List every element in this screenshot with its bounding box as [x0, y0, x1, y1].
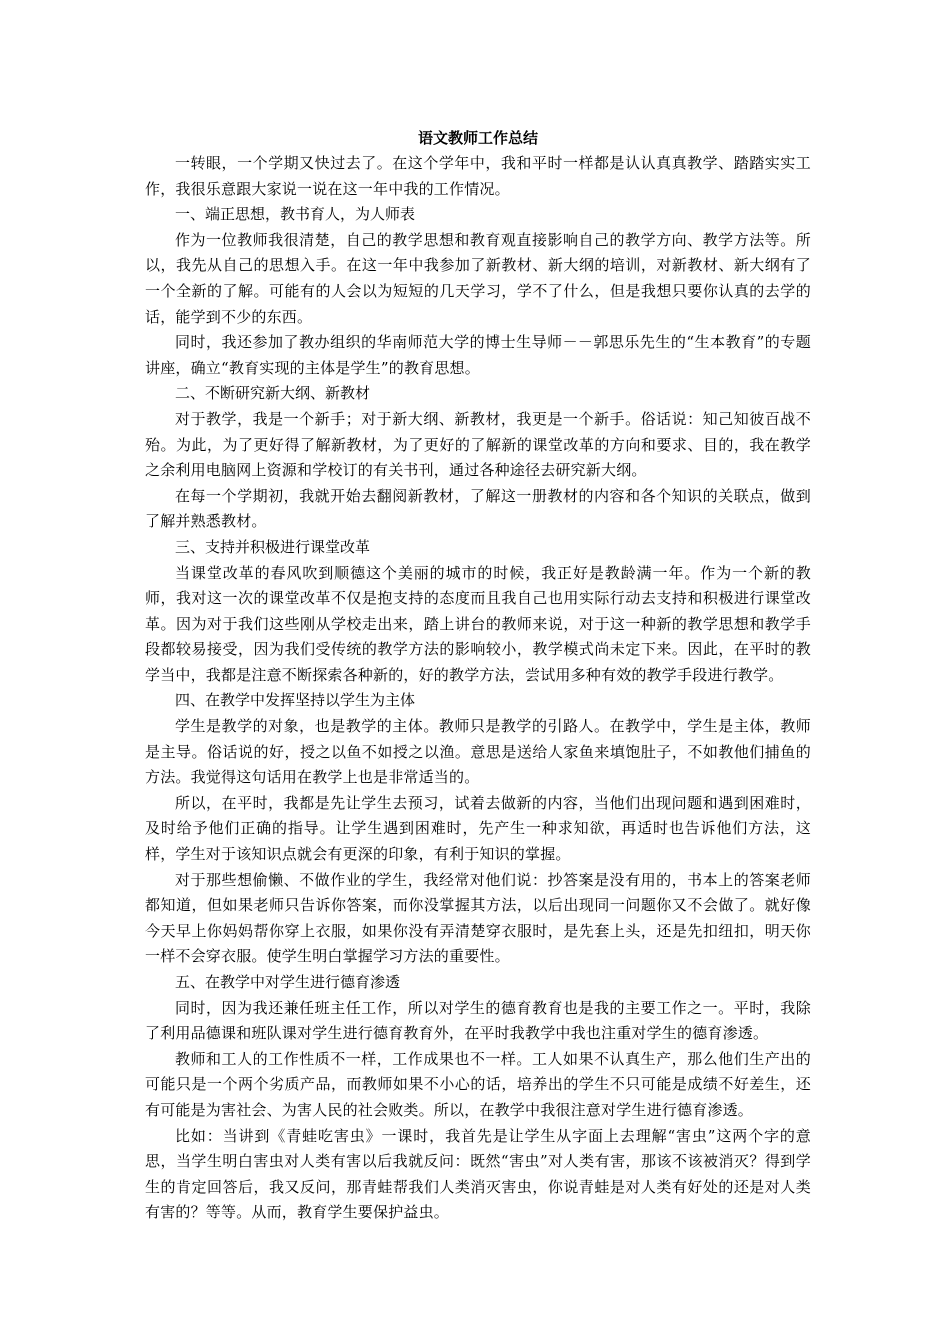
section-heading: 二、不断研究新大纲、新教材 [175, 384, 371, 403]
paragraph: 学生是教学的对象，也是教学的主体。教师只是教学的引路人。在教学中，学生是主体，教师是主导。俗话说的好，授之以鱼不如授之以渔。意思是送给人家鱼来填饱肚子，不如教他们捕鱼的方法。我觉得这句话用在教学上也是非常适当的。 [145, 717, 811, 787]
paragraph: 教师和工人的工作性质不一样，工作成果也不一样。工人如果不认真生产，那么他们生产出的可能只是一个两个劣质产品，而教师如果不小心的话，培养出的学生不只可能是成绩不好差生，还有可能是为害社会、为害人民的社会败类。所以，在教学中我很注意对学生进行德育渗透。 [145, 1049, 811, 1119]
section-heading: 四、在教学中发挥坚持以学生为主体 [175, 691, 416, 710]
paragraph: 作为一位教师我很清楚，自己的教学思想和教育观直接影响自己的教学方向、教学方法等。所以，我先从自己的思想入手。在这一年中我参加了新教材、新大纲的培训，对新教材、新大纲有了一个全新的了解。可能有的人会以为短短的几天学习，学不了什么，但是我想只要你认真的去学的话，能学到不少的东西。 [145, 230, 811, 326]
paragraph: 所以，在平时，我都是先让学生去预习，试着去做新的内容，当他们出现问题和遇到困难时，及时给予他们正确的指导。让学生遇到困难时，先产生一种求知欲，再适时也告诉他们方法，这样，学生对于该知识点就会有更深的印象，有利于知识的掌握。 [145, 793, 811, 864]
paragraph: 一转眼，一个学期又快过去了。在这个学年中，我和平时一样都是认认真真教学、踏踏实实工作，我很乐意跟大家说一说在这一年中我的工作情况。 [145, 154, 811, 198]
paragraph: 对于那些想偷懒、不做作业的学生，我经常对他们说：抄答案是没有用的，书本上的答案老师都知道，但如果老师只告诉你答案，而你没掌握其方法，以后出现同一问题你又不会做了。就好像今天早上你妈妈帮你穿上衣服，如果你没有弄清楚穿衣服时，是先套上头，还是先扣纽扣，明天你一样不会穿衣服。使学生明白掌握学习方法的重要性。 [145, 870, 811, 966]
section-heading: 一、端正思想，教书育人，为人师表 [175, 205, 416, 224]
paragraph: 比如：当讲到《青蛙吃害虫》一课时，我首先是让学生从字面上去理解“害虫”这两个字的意思，当学生明白害虫对人类有害以后我就反问：既然“害虫”对人类有害，那该不该被消灭？得到学生的肯定回答后，我又反问，那青蛙帮我们人类消灭害虫，你说青蛙是对人类有好处的还是对人类有害的？等等。从而，教育学生要保护益虫。 [145, 1126, 811, 1222]
paragraph: 当课堂改革的春风吹到顺德这个美丽的城市的时候，我正好是教龄满一年。作为一个新的教师，我对这一次的课堂改革不仅是抱支持的态度而且我自己也用实际行动去支持和积极进行课堂改革。因为对于我们这些刚从学校走出来，踏上讲台的教师来说，对于这一种新的教学思想和教学手段都较易接受，因为我们受传统的教学方法的影响较小，教学模式尚未定下来。因此，在平时的教学当中，我都是注意不断探索各种新的，好的教学方法，尝试用多种有效的教学手段进行教学。 [145, 563, 811, 684]
section-heading: 五、在教学中对学生进行德育渗透 [175, 973, 401, 991]
document-title: 语文教师工作总结 [417, 129, 538, 147]
paragraph: 同时，因为我还兼任班主任工作，所以对学生的德育教育也是我的主要工作之一。平时，我除了利用品德课和班队课对学生进行德育教育外，在平时我教学中我也注重对学生的德育渗透。 [145, 998, 811, 1043]
paragraph: 同时，我还参加了教办组织的华南师范大学的博士生导师－－郭思乐先生的“生本教育”的专题讲座，确立“教育实现的主体是学生”的教育思想。 [145, 333, 811, 377]
paragraph: 对于教学，我是一个新手；对于新大纲、新教材，我更是一个新手。俗话说：知己知彼百战不殆。为此，为了更好得了解新教材，为了更好的了解新的课堂改革的方向和要求、目的，我在教学之余利用电脑网上资源和学校订的有关书刊，通过各种途径去研究新大纲。 [145, 409, 811, 480]
paragraph: 在每一个学期初，我就开始去翻阅新教材，了解这一册教材的内容和各个知识的关联点，做到了解并熟悉教材。 [145, 486, 811, 531]
document-body [145, 125, 811, 1226]
section-heading: 三、支持并积极进行课堂改革 [175, 537, 371, 556]
document-content [145, 151, 811, 1226]
